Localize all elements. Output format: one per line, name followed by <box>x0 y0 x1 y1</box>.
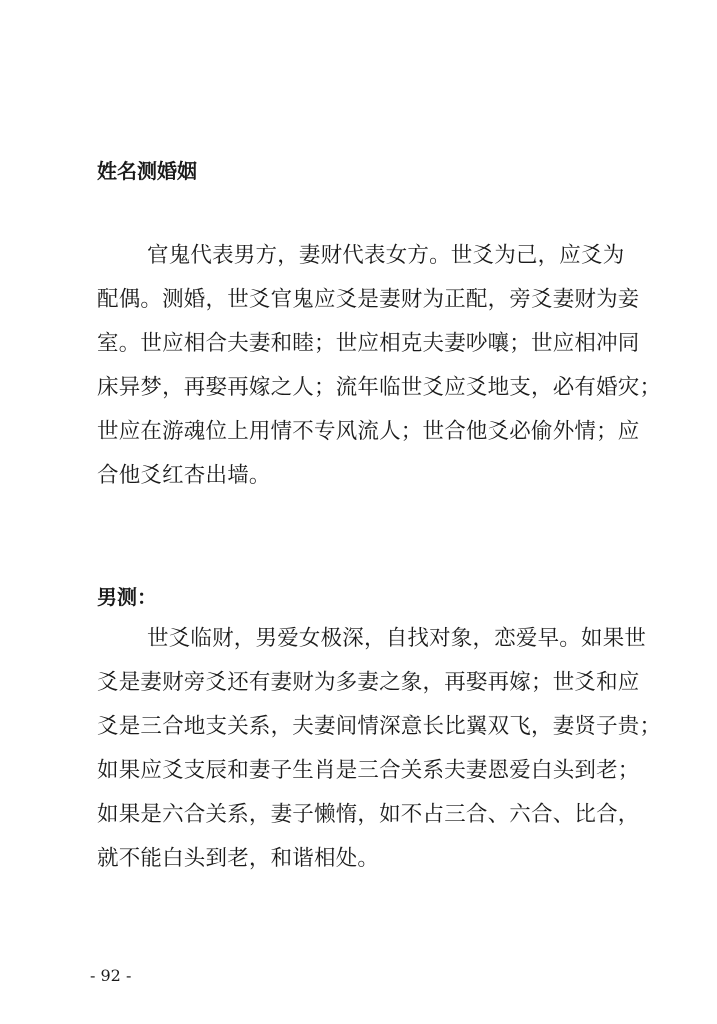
paragraph-line: 如果是六合关系，妻子懒惰，如不占三合、六合、比合， <box>97 802 640 827</box>
paragraph-line: 就不能白头到老，和谐相处。 <box>97 846 380 871</box>
paragraph-line: 世爻临财，男爱女极深，自找对象，恋爱早。如果世 <box>147 626 647 651</box>
page-number: - 92 - <box>90 966 132 985</box>
paragraph-line: 官鬼代表男方，妻财代表女方。世爻为己，应爻为 <box>147 243 625 268</box>
male-section-heading: 男测： <box>97 585 157 609</box>
paragraph-line: 配偶。测婚，世爻官鬼应爻是妻财为正配，旁爻妻财为妾 <box>97 287 640 312</box>
paragraph-line: 室。世应相合夫妻和睦；世应相克夫妻吵嚷；世应相冲同 <box>97 331 640 356</box>
section-title: 姓名测婚姻 <box>97 159 197 183</box>
paragraph-line: 世应在游魂位上用情不专风流人；世合他爻必偷外情；应 <box>97 419 640 444</box>
paragraph-line: 合他爻红杏出墙。 <box>97 463 271 488</box>
paragraph-line: 爻是三合地支关系，夫妻间情深意长比翼双飞，妻贤子贵； <box>97 714 662 739</box>
paragraph-line: 床异梦，再娶再嫁之人；流年临世爻应爻地支，必有婚灾； <box>97 375 662 400</box>
paragraph-line: 如果应爻支辰和妻子生肖是三合关系夫妻恩爱白头到老； <box>97 758 640 783</box>
intro-paragraph <box>97 234 662 498</box>
paragraph-line: 爻是妻财旁爻还有妻财为多妻之象，再娶再嫁；世爻和应 <box>97 670 640 695</box>
male-paragraph <box>97 617 662 881</box>
